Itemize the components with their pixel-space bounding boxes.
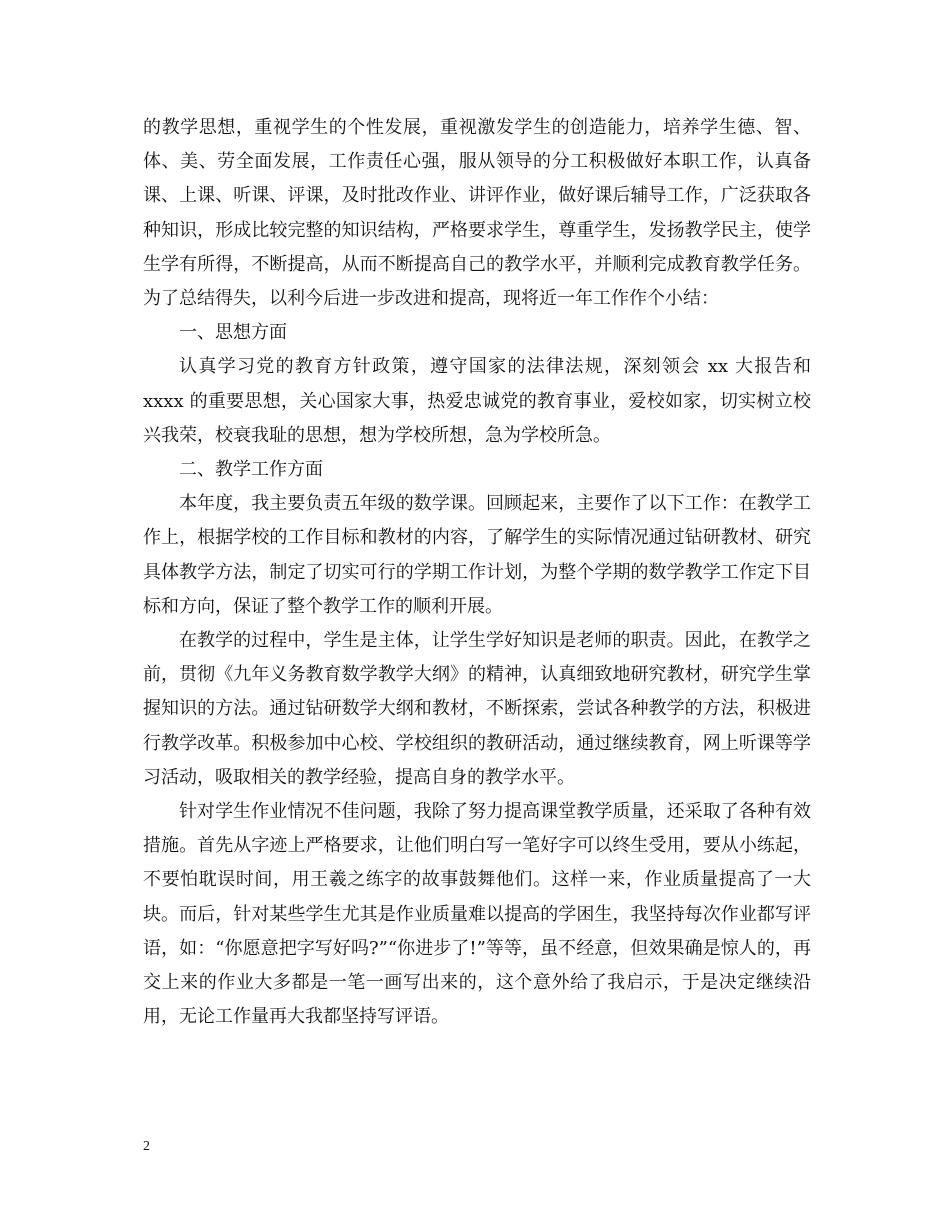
paragraph-teaching-overview: 本年度，我主要负责五年级的数学课。回顾起来，主要作了以下工作：在教学工作上，根据学校的工作目标和教材的内容，了解学生的实际情况通过钻研教材、研究具体教学方法，制定了切实可行的学期工作计划，为整个学期的数学教学工作定下目标和方向，保证了整个教学工作的顺利开展。	[143, 493, 811, 617]
paragraph-ideology: 认真学习党的教育方针政策，遵守国家的法律法规，深刻领会 xx 大报告和 xxxx 的重要思想，关心国家大事，热爱忠诚党的教育事业，爱校如家，切实树立校兴我荣，校衰我耻的思想，想为学校所想，急为学校所急。	[143, 356, 811, 446]
paragraph-teaching-process: 在教学的过程中，学生是主体，让学生学好知识是老师的职责。因此，在教学之前，贯彻《九年义务教育数学教学大纲》的精神，认真细致地研究教材，研究学生掌握知识的方法。通过钻研数学大纲和教材，不断探索，尝试各种教学的方法，积极进行教学改革。积极参加中心校、学校组织的教研活动，通过继续教育，网上听课等学习活动，吸取相关的教学经验，提高自身的教学水平。	[143, 630, 811, 788]
body-text	[143, 111, 811, 1034]
paragraph-intro: 的教学思想，重视学生的个性发展，重视激发学生的创造能力，培养学生德、智、体、美、劳全面发展，工作责任心强，服从领导的分工积极做好本职工作，认真备课、上课、听课、评课，及时批改作业、讲评作业，做好课后辅导工作，广泛获取各种知识，形成比较完整的知识结构，严格要求学生，尊重学生，发扬教学民主，使学生学有所得，不断提高，从而不断提高自己的教学水平，并顺利完成教育教学任务。为了总结得失，以利今后进一步改进和提高，现将近一年工作作个小结：	[143, 117, 811, 310]
section-heading-teaching: 二、教学工作方面	[179, 459, 323, 481]
section-heading-ideology: 一、思想方面	[179, 322, 287, 344]
page-number: 2	[143, 1139, 150, 1154]
paragraph-homework: 针对学生作业情况不佳问题，我除了努力提高课堂教学质量，还采取了各种有效措施。首先从字迹上严格要求，让他们明白写一笔好字可以终生受用，要从小练起，不要怕耽误时间，用王羲之练字的故事鼓舞他们。这样一来，作业质量提高了一大块。而后，针对某些学生尤其是作业质量难以提高的学困生，我坚持每次作业都写评语，如：“你愿意把字写好吗?”“你进步了!”等等，虽不经意，但效果确是惊人的，再交上来的作业大多都是一笔一画写出来的，这个意外给了我启示，于是决定继续沿用，无论工作量再大我都坚持写评语。	[143, 801, 811, 1028]
